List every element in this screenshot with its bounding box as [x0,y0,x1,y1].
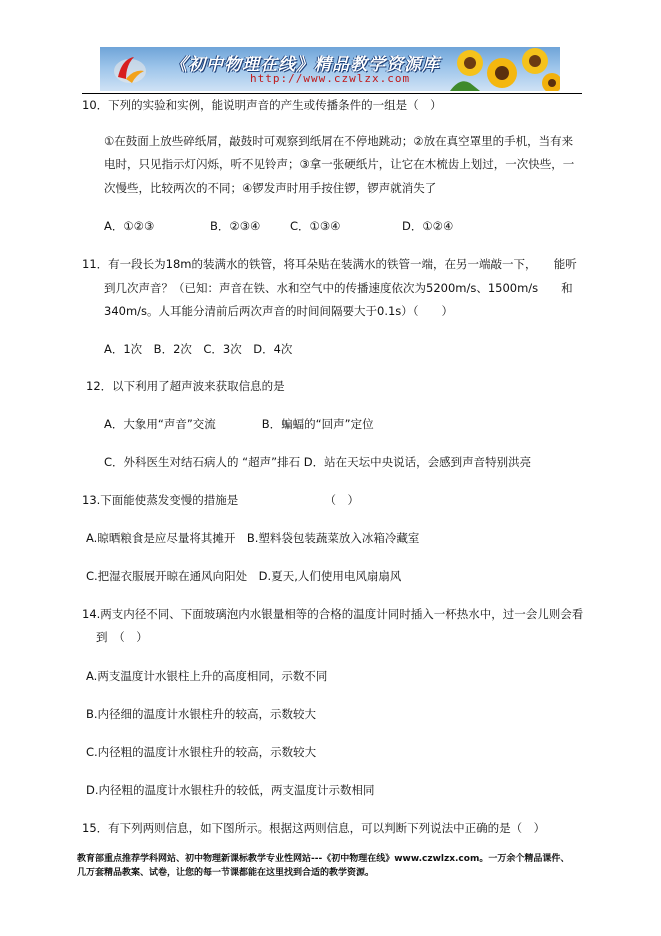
q10-option-c: C．①③④ [290,219,341,233]
q11-options: A．1次 B．2次 C．3次 D．4次 [104,342,293,356]
q14-line-1: 14.两支内径不同、下面玻璃泡内水银量相等的合格的温度计同时插入一杯热水中，过一会儿则会看 [82,607,584,621]
q10-option-d: D．①②④ [402,219,454,233]
header-rule [82,93,582,94]
q11-line-3: 340m/s。人耳能分清前后两次声音的时间间隔要大于0.1s）（ ） [104,304,454,318]
footer-line-1: 教育部重点推荐学科网站、初中物理新课标教学专业性网站---《初中物理在线》www.czwlzx.com。一万余个精品课件、 [77,854,570,864]
q13-options-ab: A.晾晒粮食是应尽量将其摊开 B.塑料袋包装蔬菜放入冰箱冷藏室 [86,531,420,545]
q13-stem: 13.下面能使蒸发变慢的措施是 （ ） [82,493,360,507]
q14-option-a: A.两支温度计水银柱上升的高度相同，示数不同 [86,669,328,683]
q14-option-b: B.内径细的温度计水银柱升的较高，示数较大 [86,707,317,721]
q12-options-ab: A．大象用“声音”交流 B．蝙蝠的“回声”定位 [104,417,374,431]
q12-stem: 12．以下利用了超声波来获取信息的是 [86,379,285,393]
footer-line-2: 几万套精品教案、试卷，让您的每一节课都能在这里找到合适的教学资源。 [77,868,375,878]
q15-stem: 15．有下列两则信息，如下图所示。根据这两则信息，可以判断下列说法中正确的是（ ） [82,821,546,835]
q10-stem: 10．下列的实验和实例，能说明声音的产生或传播条件的一组是（ ） [82,98,442,112]
q13-options-cd: C.把湿衣服展开晾在通风向阳处 D.夏天,人们使用电风扇扇风 [86,569,402,583]
q11-line-2: 到几次声音？（已知：声音在铁、水和空气中的传播速度依次为5200m/s、1500m/s 和 [104,281,573,295]
banner-title: 《初中物理在线》精品教学资源库 [170,55,440,75]
q14-line-2: 到 （ ） [96,630,148,644]
q11-line-1: 11．有一段长为18m的装满水的铁管，将耳朵贴在装满水的铁管一端，在另一端敲一下， 能听 [82,257,577,271]
banner-url[interactable]: http://www.czwlzx.com [250,72,411,85]
q14-option-d: D.内径粗的温度计水银柱升的较低，两支温度计示数相同 [86,783,375,797]
q10-body-line-1: ①在鼓面上放些碎纸屑，敲鼓时可观察到纸屑在不停地跳动；②放在真空罩里的手机，当有来 [104,134,574,148]
q12-options-cd: C．外科医生对结石病人的 “超声”排石 D．站在天坛中央说话，会感到声音特别洪亮 [104,455,532,469]
q14-option-c: C.内径粗的温度计水银柱升的较高，示数较大 [86,745,317,759]
header-banner [100,47,560,91]
site-logo-icon [112,51,148,87]
q10-option-a: A．①②③ [104,219,155,233]
q10-body-line-2: 电时，只见指示灯闪烁，听不见铃声；③拿一张硬纸片，让它在木梳齿上划过，一次快些，一 [104,157,575,171]
q10-option-b: B．②③④ [210,219,261,233]
q10-body-line-3: 次慢些，比较两次的不同；④锣发声时用手按住锣，锣声就消失了 [104,181,437,195]
sunflowers-icon [440,47,560,91]
